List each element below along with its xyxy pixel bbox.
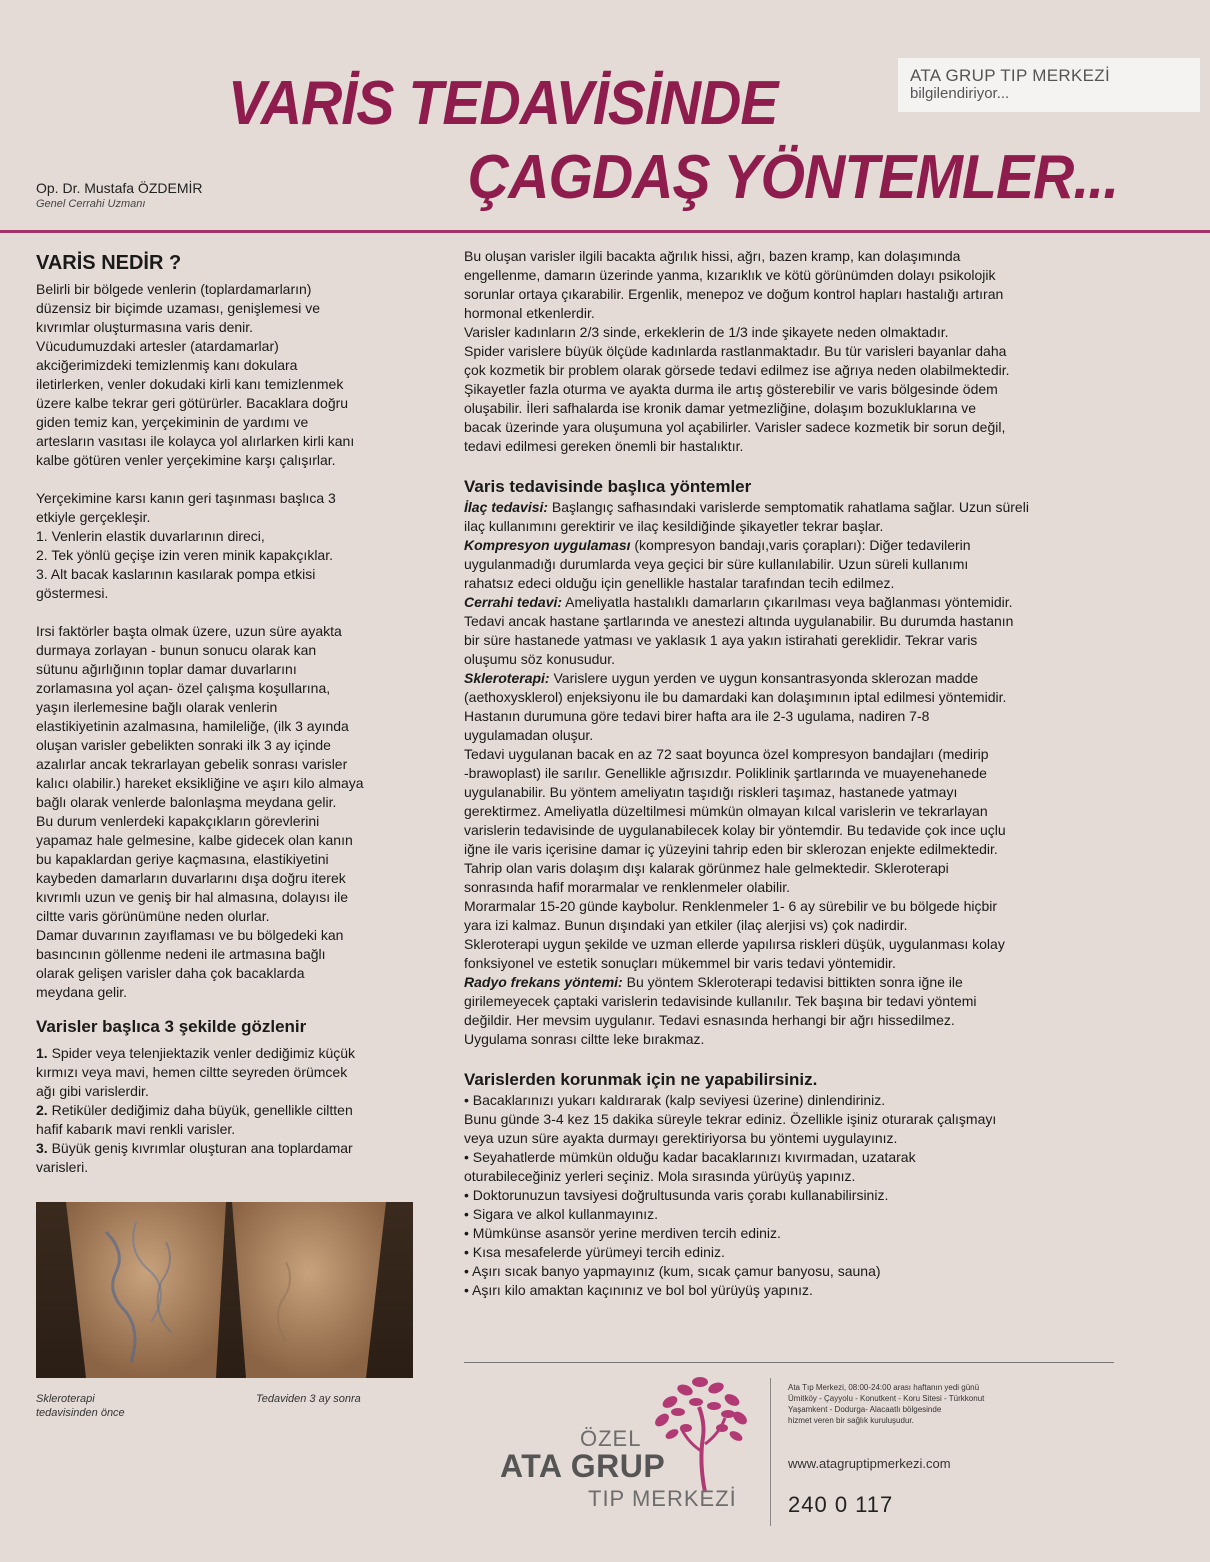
type-text: hafif kabarık mavi renkli varisler. — [36, 1121, 236, 1137]
text-line: göstermesi. — [36, 585, 109, 601]
type-text: varisleri. — [36, 1159, 89, 1175]
phone-number: 240 0 117 — [788, 1492, 894, 1517]
method-text: ilaç kullanımını gerektirir ve ilaç kesildiğinde şikayetler tekrar başlar. — [464, 518, 884, 534]
text-line: etkiyle gerçekleşir. — [36, 509, 151, 525]
text-line: yaşın ilerlemesine bağlı olarak venlerin — [36, 699, 278, 715]
text-line: 2. Tek yönlü geçişe izin veren minik kapakçıklar. — [36, 547, 333, 563]
type-text: Retiküler dediğimiz daha büyük, genellikle ciltten — [47, 1102, 353, 1118]
text-line: Bunu günde 3-4 kez 15 dakika süreyle tekrar ediniz. Özellikle işiniz oturarak çalışmayı — [464, 1111, 997, 1127]
method-text: Varislere uygun yerden ve uygun konsantrasyonda sklerozan madde — [549, 670, 979, 686]
method-term: Radyo frekans yöntemi: — [464, 974, 623, 990]
method-text: Bu yöntem Skleroterapi tedavisi bittikten sonra iğne ile — [622, 974, 963, 990]
type-text: Spider veya telenjiektazik venler dediğimiz küçük — [47, 1045, 356, 1061]
method-text: fonksiyonel ve estetik sonuçları mükemmel bir varis tedavi yöntemidir. — [464, 955, 896, 971]
text-line: Belirli bir bölgede venlerin (toplardamarların) — [36, 281, 312, 297]
author-name: Op. Dr. Mustafa ÖZDEMİR — [36, 180, 203, 196]
text-line: kalıcı olabilir.) hareket eksikliğine ve aşırı kilo almaya — [36, 775, 364, 791]
text-line: giden temiz kan, yerçekiminin de yardımı ve — [36, 414, 309, 430]
paragraph — [36, 622, 424, 1002]
method-text: Ameliyatla hastalıklı damarların çıkarılması veya bağlanması yöntemidir. — [562, 594, 1013, 610]
header-divider — [0, 230, 1210, 233]
text-line: engellenme, damarın üzerinde yanma, kızarıklık ve kötü görünümden dolayı psikolojik — [464, 267, 996, 283]
section-heading-what-is: VARİS NEDİR ? — [36, 252, 182, 274]
text-line: sorunlar ortaya çıkarabilir. Ergenlik, menepoz ve doğum kontrol hapları hastalığı artıran — [464, 286, 1004, 302]
type-number: 2. — [36, 1102, 48, 1118]
method-text: Uygulama sonrası ciltte leke bırakmaz. — [464, 1031, 705, 1047]
text-line: azalırlar ancak tekrarlayan gebelik sonrası varisler — [36, 756, 348, 772]
type-line — [36, 1044, 424, 1063]
method-text: Tedavi uygulanan bacak en az 72 saat boyunca özel kompresyon bandajları (medirip — [464, 746, 989, 762]
text-line: basıncının göllenme nedeni ile artmasına bağlı — [36, 946, 326, 962]
method-text: Skleroterapi uygun şekilde ve uzman ellerde yapılırsa riskleri düşük, uygulanması kolay — [464, 936, 1005, 952]
method-text: değildir. Her mevsim uygulanır. Tedavi esnasında herhangi bir ağrı hissedilmez. — [464, 1012, 955, 1028]
text-line: durmaya zorlayan - bunun sonucu olarak kan — [36, 642, 317, 658]
logo-ozel-text: ÖZEL — [580, 1426, 642, 1451]
methods-list — [464, 498, 1186, 1049]
badge-title: ATA GRUP TIP MERKEZİ — [910, 66, 1110, 85]
text-line: bu kapaklardan geriye kaçmasına, elastikiyetini — [36, 851, 329, 867]
method-text: uygulamadan oluşur. — [464, 727, 594, 743]
page-title-line2: ÇAGDAŞ YÖNTEMLER... — [468, 143, 1119, 212]
paragraph — [36, 280, 424, 470]
text-line: oluşan varisler gebelikten sonraki ilk 3 ay içinde — [36, 737, 331, 753]
method-text: (kompresyon bandajı,varis çorapları): Diğer tedavilerin — [630, 537, 971, 553]
text-line: kıvrımlar oluşturmasına varis denir. — [36, 319, 254, 335]
method-text: varislerin tedavisinde de uygulanabilecek kolay bir yöntemdir. Bu tedavide çok ince uçlu — [464, 822, 1006, 838]
text-line: • Doktorunuzun tavsiyesi doğrultusunda varis çorabı kullanabilirsiniz. — [464, 1187, 889, 1203]
method-line — [464, 536, 1186, 555]
text-line: hormonal etkenlerdir. — [464, 305, 595, 321]
method-text: uygulanabilir. Bu yöntem ameliyatın taşıdığı riskleri taşımaz, hastanede yatmayı — [464, 784, 958, 800]
type-text: ağı gibi varislerdir. — [36, 1083, 149, 1099]
logo-sub-text: TIP MERKEZİ — [588, 1486, 737, 1511]
type-line — [36, 1139, 424, 1158]
text-line: • Seyahatlerde mümkün olduğu kadar bacaklarınızı kıvırmadan, uzatarak — [464, 1149, 916, 1165]
text-line: zorlamasına yol açan- özel çalışma koşullarına, — [36, 680, 331, 696]
method-text: oluşumu söz konusudur. — [464, 651, 615, 667]
text-line: Skleroterapi — [36, 1393, 95, 1405]
method-line — [464, 973, 1186, 992]
method-text: girilemeyecek çaptaki varislerin tedavisinde kullanılır. Tek başına bir tedavi yöntemi — [464, 993, 977, 1009]
method-term: Cerrahi tedavi: — [464, 594, 563, 610]
text-line: hizmet veren bir sağlık kuruluşudur. — [788, 1416, 914, 1425]
text-line: bacak üzerinde yara oluşumuna yol açabilirler. Varisler sadece kozmetik bir sorun değil, — [464, 419, 1006, 435]
right-column — [464, 247, 1186, 1300]
method-line — [464, 669, 1186, 688]
text-line: Damar duvarının zayıflaması ve bu bölgedeki kan — [36, 927, 344, 943]
method-text: bir süre hastanede yatması ve yaklasık 1 aya yakın istirahati gereklidir. Tekrar varis — [464, 632, 978, 648]
text-line: kalbe götüren venler yerçekimine karşı çalışırlar. — [36, 452, 336, 468]
method-term: İlaç tedavisi: — [464, 499, 549, 515]
text-line: düzensiz bir biçimde uzaması, genişlemesi ve — [36, 300, 321, 316]
type-line — [36, 1063, 424, 1082]
legs-photo-illustration — [36, 1202, 413, 1378]
method-term: Kompresyon uygulaması — [464, 537, 631, 553]
text-line: tedavi edilmesi gereken önemli bir hastalıktır. — [464, 438, 744, 454]
method-text: iğne ile varis içerisine damar iç yüzeyini tahrip eden bir sklerozan enjekte edilmektedir. — [464, 841, 998, 857]
text-line: • Bacaklarınızı yukarı kaldırarak (kalp seviyesi üzerine) dinlendiriniz. — [464, 1092, 886, 1108]
text-line: Ümitköy - Çayyolu - Konutkent - Koru Sitesi - Türkkonut — [788, 1394, 985, 1403]
text-line: • Sigara ve alkol kullanmayınız. — [464, 1206, 658, 1222]
method-text: Hastanın durumuna göre tedavi birer hafta ara ile 2-3 ugulama, nadiren 7-8 — [464, 708, 930, 724]
type-number: 1. — [36, 1045, 48, 1061]
text-line: Yerçekimine karsı kanın geri taşınması başlıca 3 — [36, 490, 336, 506]
text-line: kıvrımlı uzun ve geniş bir hal almasına, dolayısı ile — [36, 889, 349, 905]
text-line: olarak gelişen varisler daha çok bacaklarda — [36, 965, 305, 981]
caption-before — [36, 1392, 125, 1420]
method-text: Tahrip olan varis dolaşım dışı kalarak görünmez hale gelmektedir. Skleroterapi — [464, 860, 949, 876]
method-text: (aethoxysklerol) enjeksiyonu ile bu damardaki kan dolaşımının iptal edilmesi yöntemidir. — [464, 689, 1007, 705]
text-line: • Aşırı sıcak banyo yapmayınız (kum, sıcak çamur banyosu, sauna) — [464, 1263, 881, 1279]
method-line — [464, 593, 1186, 612]
text-line: • Kısa mesafelerde yürümeyi tercih ediniz. — [464, 1244, 725, 1260]
badge-subtitle: bilgilendiriyor... — [910, 85, 1010, 102]
text-line: Ata Tıp Merkezi, 08:00-24:00 arası haftanın yedi günü — [788, 1383, 980, 1392]
method-text: uygulanmadığı durumlarda veya geçici bir süre kullanılabilir. Uzun süreli kullanımı — [464, 556, 969, 572]
method-text: Morarmalar 15-20 günde kaybolur. Renklenmeler 1- 6 ay sürebilir ve bu bölgede hiçbir — [464, 898, 998, 914]
text-line: artesların vasıtası ile kolayca yol alırlarken kirli kanı — [36, 433, 355, 449]
website-link[interactable]: www.atagruptipmerkezi.com — [788, 1456, 951, 1471]
text-line: iletirlerken, venler dokudaki kirli kanı temizlenmek — [36, 376, 344, 392]
author-role: Genel Cerrahi Uzmanı — [36, 198, 146, 210]
method-text: Başlangıç safhasındaki varislerde semptomatik rahatlama sağlar. Uzun süreli — [548, 499, 1029, 515]
method-text: yara izi kalmaz. Bunun dışındaki yan etkiler (ilaç alerjisi vs) çok nadirdir. — [464, 917, 908, 933]
text-line: kaybeden damarların duvarlarını dışa doğru iterek — [36, 870, 346, 886]
text-line: veya uzun süre ayakta durmayı gerektiriyorsa bu yöntemi uygulayınız. — [464, 1130, 898, 1146]
left-column — [36, 250, 424, 1177]
info-badge — [898, 58, 1200, 112]
text-line: Yaşamkent - Dodurga- Alacaatlı bölgesinde — [788, 1405, 942, 1414]
text-line: Vücudumuzdaki artesler (atardamarlar) — [36, 338, 279, 354]
text-line: Şikayetler fazla oturma ve ayakta durma ile artış gösterebilir ve varis bölgesinde ödem — [464, 381, 998, 397]
paragraph — [36, 489, 424, 603]
type-text: Büyük geniş kıvrımlar oluşturan ana toplardamar — [47, 1140, 353, 1156]
type-line — [36, 1101, 424, 1120]
text-line: oluşabilir. İleri safhalarda ise kronik damar yetmezliğine, dolaşım bozukluklarına ve — [464, 400, 977, 416]
type-line — [36, 1120, 424, 1139]
before-after-photo — [36, 1202, 413, 1378]
text-line: üzere kalbe tekrar geri götürürler. Bacaklara doğru — [36, 395, 349, 411]
paragraph — [464, 247, 1186, 456]
author-block — [36, 180, 202, 210]
text-line: meydana gelir. — [36, 984, 128, 1000]
text-line: akciğerimizdeki temizlenmiş kanı dokulara — [36, 357, 298, 373]
page-title-line1: VARİS TEDAVİSİNDE — [228, 69, 778, 138]
text-line: 1. Venlerin elastik duvarlarının direci, — [36, 528, 265, 544]
text-line: oturabileceğiniz yerleri seçiniz. Mola sırasında yürüyüş yapınız. — [464, 1168, 856, 1184]
text-line: tedavisinden önce — [36, 1407, 125, 1419]
section-heading-prevention: Varislerden korunmak için ne yapabilirsiniz. — [464, 1070, 818, 1089]
method-term: Skleroterapi: — [464, 670, 550, 686]
method-text: -brawoplast) ile sarılır. Genellikle ağrısızdır. Poliklinik şartlarında ve muayenehanede — [464, 765, 987, 781]
type-text: kırmızı veya mavi, hemen ciltte seyreden örümcek — [36, 1064, 348, 1080]
method-text: gerektirmez. Ameliyatla düzeltilmesi mümkün olmayan kılcal varislerin ve tekrarlayan — [464, 803, 988, 819]
text-line: Varisler kadınların 2/3 sinde, erkeklerin de 1/3 inde şikayete neden olmaktadır. — [464, 324, 949, 340]
footer-vertical-divider — [770, 1378, 771, 1526]
text-line: Bu durum venlerdeki kapakçıkların görevlerini — [36, 813, 320, 829]
method-text: rahatsız edeci olduğu için genellikle hastalar tarafından tecih edilmez. — [464, 575, 895, 591]
text-line: sütunu ağırlığının toplar damar duvarlarını — [36, 661, 297, 677]
text-line: Spider varislere büyük ölçüde kadınlarda rastlanmaktadır. Bu tür varisleri bayanlar daha — [464, 343, 1007, 359]
text-line: • Aşırı kilo amaktan kaçınınız ve bol bol yürüyüş yapınız. — [464, 1282, 813, 1298]
section-heading-types: Varisler başlıca 3 şekilde gözlenir — [36, 1017, 307, 1036]
text-line: elastikiyetinin azalmasına, hamileliğe, (ilk 3 ayında — [36, 718, 349, 734]
type-number: 3. — [36, 1140, 48, 1156]
method-text: Tedavi ancak hastane şartlarında ve anestezi altında uygulanabilir. Bu durumda hastanın — [464, 613, 1014, 629]
footer-divider — [464, 1362, 1114, 1363]
text-line: çok kozmetik bir problem olarak görsede tedavi edilmez ise ağrıya neden olabilmektedir. — [464, 362, 1010, 378]
prevention-tips — [464, 1091, 1186, 1300]
method-text: sonrasında hafif morarmalar ve renklenmeler olabilir. — [464, 879, 791, 895]
section-heading-methods: Varis tedavisinde başlıca yöntemler — [464, 477, 752, 496]
method-line — [464, 498, 1186, 517]
footer-info — [788, 1382, 1048, 1426]
caption-after: Tedaviden 3 ay sonra — [256, 1393, 361, 1405]
text-line: 3. Alt bacak kaslarının kasılarak pompa etkisi — [36, 566, 316, 582]
text-line: • Mümkünse asansör yerine merdiven tercih ediniz. — [464, 1225, 781, 1241]
type-line — [36, 1158, 424, 1177]
types-list — [36, 1044, 424, 1177]
text-line: bağlı olarak venlerde balonlaşma meydana gelir. — [36, 794, 337, 810]
logo-name-text: ATA GRUP — [500, 1448, 666, 1484]
text-line: yapamaz hale gelmesine, kalbe gidecek olan kanın — [36, 832, 353, 848]
text-line: Bu oluşan varisler ilgili bacakta ağrılık hissi, ağrı, bazen kramp, kan dolaşımında — [464, 248, 961, 264]
type-line — [36, 1082, 424, 1101]
text-line: Irsi faktörler başta olmak üzere, uzun süre ayakta — [36, 623, 342, 639]
text-line: ciltte varis görünümüne neden olurlar. — [36, 908, 270, 924]
